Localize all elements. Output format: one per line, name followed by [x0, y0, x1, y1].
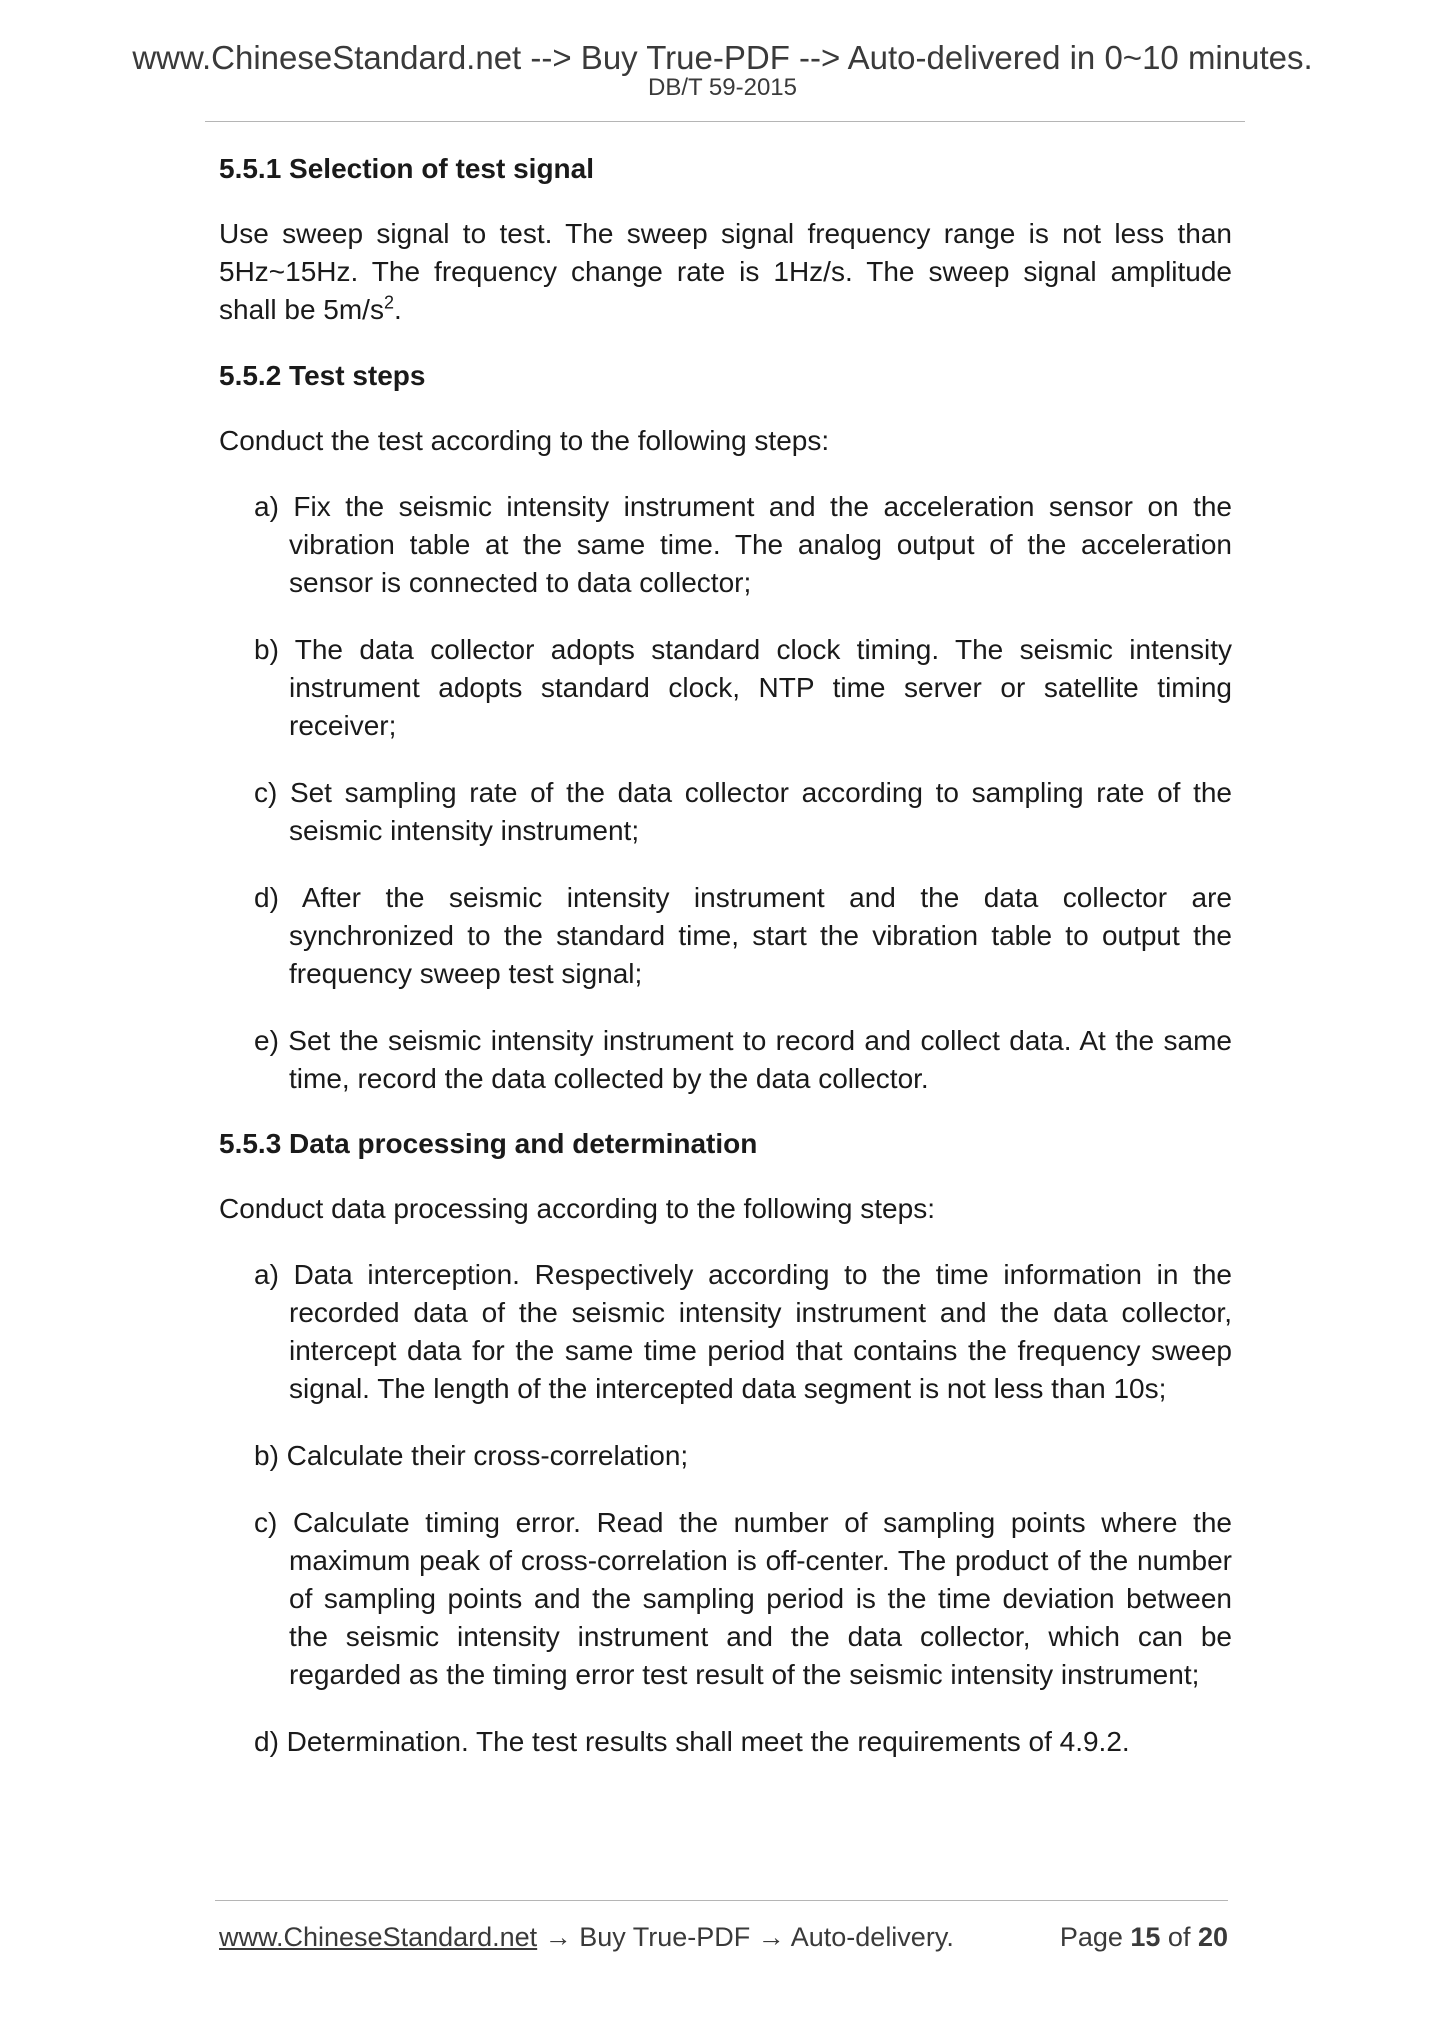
list-item: d) Determination. The test results shall meet the requirements of 4.9.2. [254, 1726, 1130, 1757]
header-divider [205, 121, 1245, 122]
section-heading-5-5-2: 5.5.2 Test steps [219, 360, 426, 391]
list-item: a) Data interception. Respectively according to the time information in the recorded data of the seismic intensity instrument and the data collector, intercept data for the same time period that contains the frequency sweep signal. The length of the intercepted data segment is not less than 10s; [254, 1259, 1232, 1404]
list-item: c) Calculate timing error. Read the number of sampling points where the maximum peak of cross-correlation is off-center. The product of the number of sampling points and the sampling period is the time deviation between the seismic intensity instrument and the data collector, which can be regarded as the timing error test result of the seismic intensity instrument; [254, 1507, 1232, 1690]
list-item: b) The data collector adopts standard clock timing. The seismic intensity instrument adopts standard clock, NTP time server or satellite timing receiver; [254, 634, 1232, 741]
page-total: 20 [1197, 1922, 1228, 1952]
list-item: a) Fix the seismic intensity instrument and the acceleration sensor on the vibration table at the same time. The analog output of the acceleration sensor is connected to data collector; [254, 491, 1232, 598]
footer-link[interactable]: www.ChineseStandard.net [219, 1922, 538, 1952]
page-of: of [1160, 1922, 1198, 1952]
section-intro-5-5-2: Conduct the test according to the following steps: [219, 425, 830, 456]
footer-tail-text: → Buy True-PDF → Auto-delivery. [537, 1922, 954, 1952]
list-item: c) Set sampling rate of the data collector according to sampling rate of the seismic intensity instrument; [254, 777, 1232, 846]
section-paragraph-5-5-1 [219, 215, 1232, 329]
page-label: Page [1059, 1922, 1131, 1952]
document-id: DB/T 59-2015 [648, 74, 797, 101]
list-item: d) After the seismic intensity instrument and the data collector are synchronized to the standard time, start the vibration table to output the frequency sweep test signal; [254, 882, 1232, 989]
header-banner: www.ChineseStandard.net --> Buy True-PDF --> Auto-delivered in 0~10 minutes. [132, 39, 1313, 76]
paragraph-text: Use sweep signal to test. The sweep signal frequency range is not less than 5Hz~15Hz. The frequency change rate is 1Hz/s. The sweep signal amplitude shall be 5m/s [219, 218, 1232, 325]
superscript-exponent: 2 [383, 292, 394, 313]
section-intro-5-5-3: Conduct data processing according to the following steps: [219, 1193, 935, 1224]
section-heading-5-5-3: 5.5.3 Data processing and determination [219, 1128, 758, 1159]
page-body [219, 150, 1232, 1790]
footer-promo [219, 1920, 954, 1954]
page-number [1060, 1920, 1228, 1954]
footer-divider [215, 1900, 1228, 1901]
section-heading-5-5-1: 5.5.1 Selection of test signal [219, 153, 595, 184]
list-item: b) Calculate their cross-correlation; [254, 1440, 689, 1471]
page-current: 15 [1130, 1922, 1161, 1952]
list-item: e) Set the seismic intensity instrument to record and collect data. At the same time, record the data collected by the data collector. [254, 1025, 1232, 1094]
paragraph-end: . [393, 294, 402, 325]
